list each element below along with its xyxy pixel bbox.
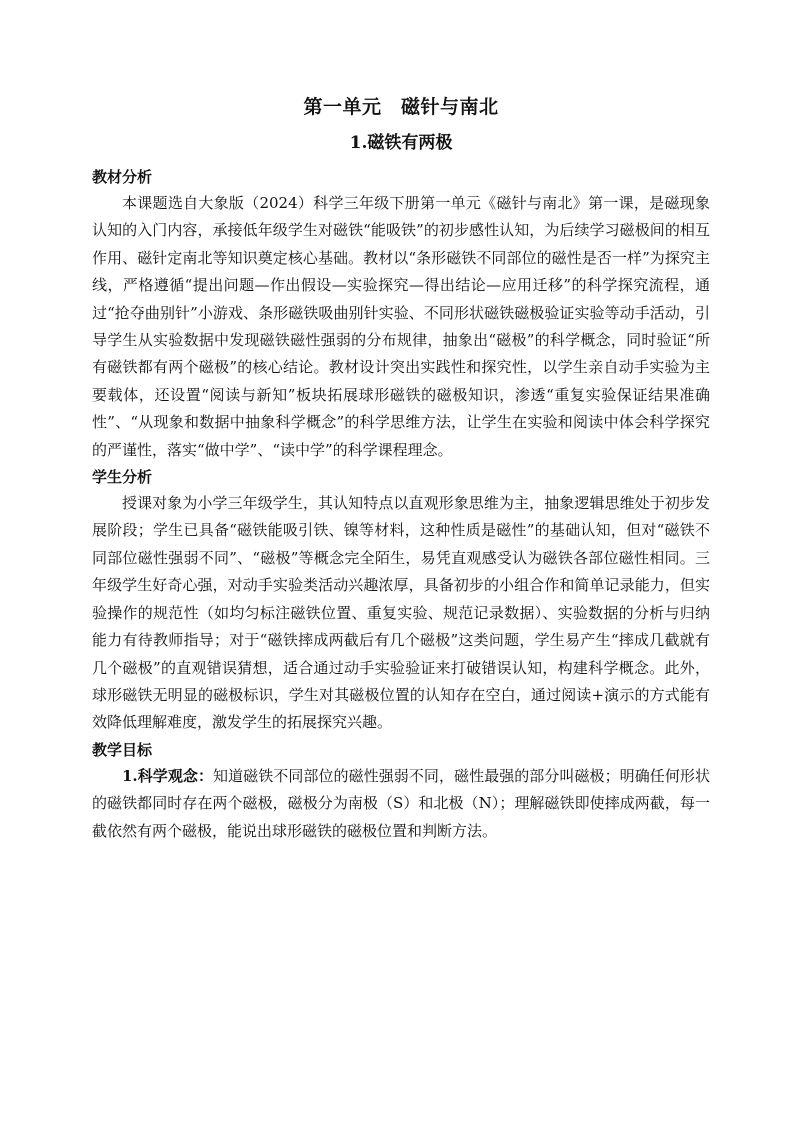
unit-title: 第一单元 磁针与南北 <box>303 96 499 118</box>
lesson-title: 1.磁铁有两极 <box>349 133 453 153</box>
section-heading-teaching-goals: 教学目标 <box>92 740 153 759</box>
student-analysis-paragraph: 授课对象为小学三年级学生，其认知特点以直观形象思维为主，抽象逻辑思维处于初步发展阶段；学生已具备“磁铁能吸引铁、镍等材料，这种性质是磁性”的基础认知，但对“磁铁不同部位磁性强弱不同”、“磁极”等概念完全陌生，易凭直观感受认为磁铁各部位磁性相同。三年级学生好奇心强，对动手实验类活动兴趣浓厚，具备初步的小组合作和简单记录能力，但实验操作的规范性（如均匀标注磁铁位置、重复实验、规范记录数据）、实验数据的分析与归纳能力有待教师指导；对于“磁铁摔成两截后有几个磁极”这类问题，学生易产生“摔成几截就有几个磁极”的直观错误猜想，适合通过动手实验验证来打破错误认知，构建科学概念。此外，球形磁铁无明显的磁极标识，学生对其磁极位置的认知存在空白，通过阅读+演示的方式能有效降低理解难度，激发学生的拓展探究兴趣。 <box>92 494 710 732</box>
section-material-analysis <box>92 164 710 464</box>
teaching-goal-1 <box>92 763 710 845</box>
section-heading-student-analysis: 学生分析 <box>92 468 153 487</box>
section-teaching-goals <box>92 737 710 845</box>
teaching-goal-1-label: 1.科学观念： <box>122 766 214 785</box>
section-student-analysis <box>92 464 710 737</box>
document-page <box>92 92 710 845</box>
teaching-goal-1-text: 知道磁铁不同部位的磁性强弱不同，磁性最强的部分叫磁极；明确任何形状的磁铁都同时存在两个磁极，磁极分为南极（S）和北极（N）；理解磁铁即使摔成两截，每一截依然有两个磁极，能说出球形磁铁的磁极位置和判断方法。 <box>92 766 710 840</box>
section-heading-material-analysis: 教材分析 <box>92 168 153 186</box>
material-analysis-paragraph: 本课题选自大象版（2024）科学三年级下册第一单元《磁针与南北》第一课，是磁现象认知的入门内容，承接低年级学生对磁铁“能吸铁”的初步感性认知，为后续学习磁极间的相互作用、磁针定南北等知识奠定核心基础。教材以“条形磁铁不同部位的磁性是否一样”为探究主线，严格遵循“提出问题—作出假设—实验探究—得出结论—应用迁移”的科学探究流程，通过“抢夺曲别针”小游戏、条形磁铁吸曲别针实验、不同形状磁铁磁极验证实验等动手活动，引导学生从实验数据中发现磁铁磁性强弱的分布规律，抽象出“磁极”的科学概念，同时验证“所有磁铁都有两个磁极”的核心结论。教材设计突出实践性和探究性，以学生亲自动手实验为主要载体，还设置“阅读与新知”板块拓展球形磁铁的磁极知识，渗透“重复实验保证结果准确性”、“从现象和数据中抽象科学概念”的科学思维方法，让学生在实验和阅读中体会科学探究的严谨性，落实“做中学”、“读中学”的科学课程理念。 <box>92 194 710 459</box>
